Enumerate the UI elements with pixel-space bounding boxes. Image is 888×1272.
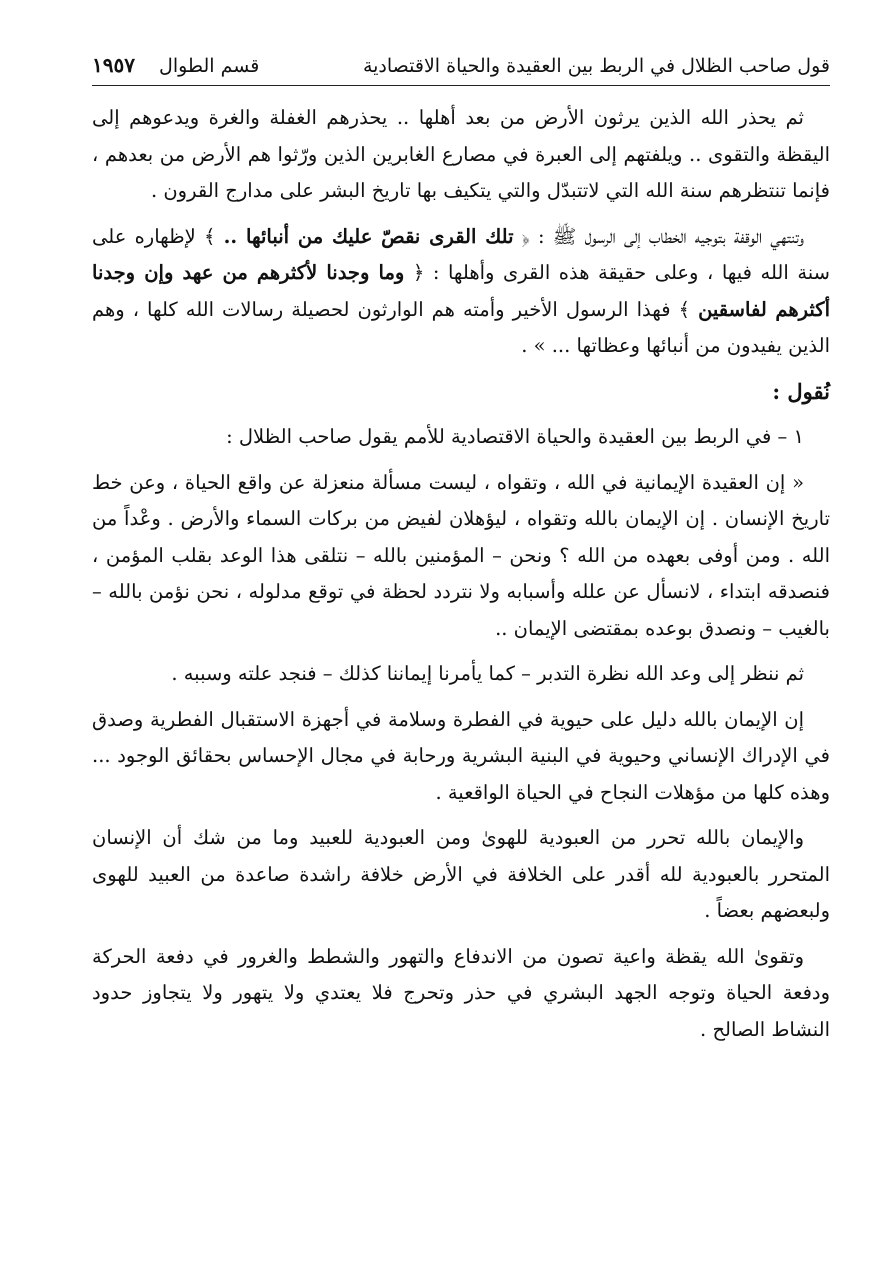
section-heading: نُقول : bbox=[772, 378, 830, 404]
p2-text-3: ﴾ فهذا الرسول الأخير وأمته هم الوارثون لحصيلة رسالات الله كلها ، وهم الذين يفيدون من أنبائها وعظاتها ... » . bbox=[92, 297, 830, 357]
quran-quote-2: وما وجدنا لأكثرهم من عهد وإن وجدنا أكثرهم لفاسقين bbox=[92, 261, 830, 321]
paragraph-3: ١ – في الربط بين العقيدة والحياة الاقتصادية للأمم يقول صاحب الظلال : bbox=[226, 425, 804, 448]
page-number: ١٩٥٧ bbox=[92, 53, 135, 77]
paragraph-5: ثم ننظر إلى وعد الله نظرة التدبر – كما يأمرنا إيماننا كذلك – فنجد علته وسببه . bbox=[171, 662, 804, 685]
header-title: قول صاحب الظلال في الربط بين العقيدة والحياة الاقتصادية bbox=[362, 55, 830, 77]
paragraph-4: « إن العقيدة الإيمانية في الله ، وتقواه ، ليست مسألة منعزلة عن واقع الحياة ، وعن خط تاريخ الإنسان . إن الإيمان بالله وتقواه ، ليؤهلان لفيض من بركات السماء والأرض . وعْداً من الله . ومن أوفى بعهده من الله ؟ ونحن – المؤمنين بالله – نتلقى هذا الوعد بقلب المؤمن ، فنصدقه ابتداء ، لانسأل عن علله وأسبابه ولا نتردد لحظة في توقع مدلوله ، نحن نؤمن بالله – بالغيب – ونصدق بوعده بمقتضى الإيمان .. bbox=[92, 470, 830, 640]
paragraph-6: إن الإيمان بالله دليل على حيوية في الفطرة وسلامة في أجهزة الاستقبال الفطرية وصدق في الإدراك الإنساني وحيوية في البنية البشرية ورحابة في مجال الإحساس بحقائق الوجود ... وهذه كلها من مؤهلات النجاح في الحياة الواقعية . bbox=[92, 707, 830, 804]
header-left bbox=[92, 50, 259, 81]
p2-text-2: ﴾ لإظهاره على سنة الله فيها ، وعلى حقيقة هذه القرى وأهلها : ﴿ bbox=[92, 224, 830, 284]
quran-quote-1: تلك القرى نقصّ عليك من أنبائها .. bbox=[223, 224, 514, 248]
p2-text-1: وتنتهي الوقفة بتوجيه الخطاب إلى الرسول ﷺ : ﴿ bbox=[513, 224, 804, 248]
paragraph-7: والإيمان بالله تحرر من العبودية للهوىٰ ومن العبودية للعبيد وما من شك أن الإنسان المتحرر بالعبودية لله أقدر على الخلافة في الأرض خلافة راشدة صاعدة من العبيد للهوى ولبعضهم بعضاً . bbox=[92, 826, 830, 922]
header-section: قسم الطوال bbox=[159, 55, 260, 77]
running-header bbox=[92, 50, 830, 86]
paragraph-8: وتقوىٰ الله يقظة واعية تصون من الاندفاع والتهور والشطط والغرور في دفعة الحركة ودفعة الحياة وتوجه الجهد البشري في حذر وتحرج فلا يعتدي ولا يتهور ولا يتجاوز حدود النشاط الصالح . bbox=[92, 944, 830, 1041]
page-body bbox=[92, 100, 830, 1048]
paragraph-1: ثم يحذر الله الذين يرثون الأرض من بعد أهلها .. يحذرهم الغفلة والغرة ويدعوهم إلى اليقظة والتقوى .. ويلفتهم إلى العبرة في مصارع الغابرين الذين ورّثوا هم الأرض من بعدهم ، فإنما تنتظرهم سنة الله التي لاتتبدّل والتي يتكيف بها تاريخ البشر على مدارج القرون . bbox=[92, 106, 830, 202]
paragraph-2 bbox=[92, 219, 830, 365]
